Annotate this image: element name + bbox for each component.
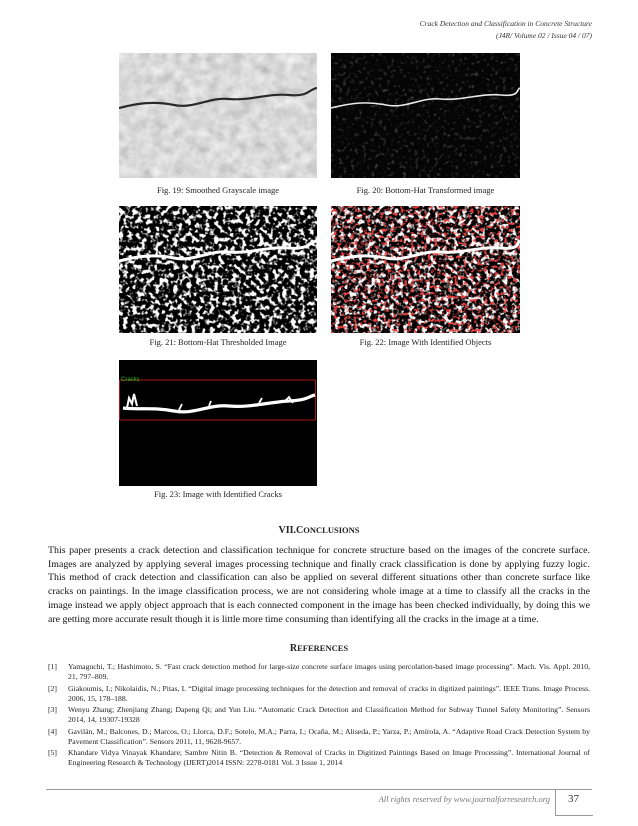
reference-item: [3] Wenyu Zhang; Zhenjiang Zhang; Dapeng Qi; and Yun Liu. “Automatic Crack Detection and Classification Method for Subway Tunnel Safety Monitoring”. Sensors 2014, 14, 19307-19328: [48, 705, 590, 724]
figure-20-image: [331, 53, 520, 178]
conclusions-paragraph: This paper presents a crack detection and classification technique for concrete structure based on the images of the concrete surface. Images are analyzed by applying several images processing technique and finally crack classification is done by applying fuzzy logic. This method of crack detection and classification can also be applied on several different situations other than concrete surface like cracks on paintings. In the image classification process, we are not considering whole image at a time to classify all the cracks in the image instead we apply object approach that is each connected component in the image has been checked individually, by doing this we are getting more accurate result though it is little more time consuming than identifying all the cracks in the image at a time.: [48, 545, 590, 625]
figure-22-caption: Fig. 22: Image With Identified Objects: [359, 337, 492, 347]
figure-21-image: [119, 206, 317, 333]
footer-rights-text: All rights reserved by www.journalforresearch.org: [378, 794, 550, 804]
running-header-title: Crack Detection and Classification in Concrete Structure: [419, 19, 592, 28]
footer-rule: [46, 789, 592, 790]
section-heading-conclusions: VII.CONCLUSIONS: [278, 525, 360, 536]
reference-item: [5] Khandare Vidya Vinayak Khandare; Sambre Nitin B. “Detection & Removal of Cracks in Digitized Paintings Based on Image Processing”. International Journal of Engineering Research & Technology (IJERT)2014 ISSN: 2278-0181 Vol. 3 Issue 1, 2014: [48, 748, 590, 767]
section-heading-references: REFERENCES: [289, 643, 349, 654]
figure-19-caption: Fig. 19: Smoothed Grayscale image: [156, 185, 280, 195]
reference-item: [2] Giakoumis, I.; Nikolaidis, N.; Pitas, I. “Digital image processing techniques for the detection and removal of cracks in digitized paintings”. IEEE Trans. Image Process. 2006, 15, 178–188.: [48, 683, 590, 703]
figure-23-crack-label: Cracks: [121, 377, 140, 383]
figure-22-image: [331, 206, 520, 333]
reference-item: [4] Gavilán, M.; Balcones, D.; Marcos, O.; Llorca, D.F.; Sotelo, M.A.; Parra, I.; Ocaña, M.; Aliseda, P.; Yarza, P.; Amírola, A. “Adaptive Road Crack Detection System by Pavement Classification”. Sensors 2011, 11, 9628-9657.: [48, 726, 590, 746]
figure-20-caption: Fig. 20: Bottom-Hat Transformed image: [356, 185, 495, 195]
page-number: 37: [568, 793, 579, 805]
figure-21-caption: Fig. 21: Bottom-Hat Thresholded Image: [149, 337, 287, 347]
reference-list: [48, 662, 590, 770]
running-header-volume: (J4R/ Volume 02 / Issue 04 / 07): [495, 31, 592, 40]
figure-19-image: [119, 53, 317, 178]
figure-23-caption: Fig. 23: Image with Identified Cracks: [154, 489, 282, 499]
reference-item: [1] Yamaguchi, T.; Hashimoto, S. “Fast crack detection method for large-size concrete surface images using percolation-based image processing”. Mach. Vis. Appl. 2010, 21, 797–809.: [48, 662, 590, 681]
figure-23-image: [119, 360, 317, 486]
